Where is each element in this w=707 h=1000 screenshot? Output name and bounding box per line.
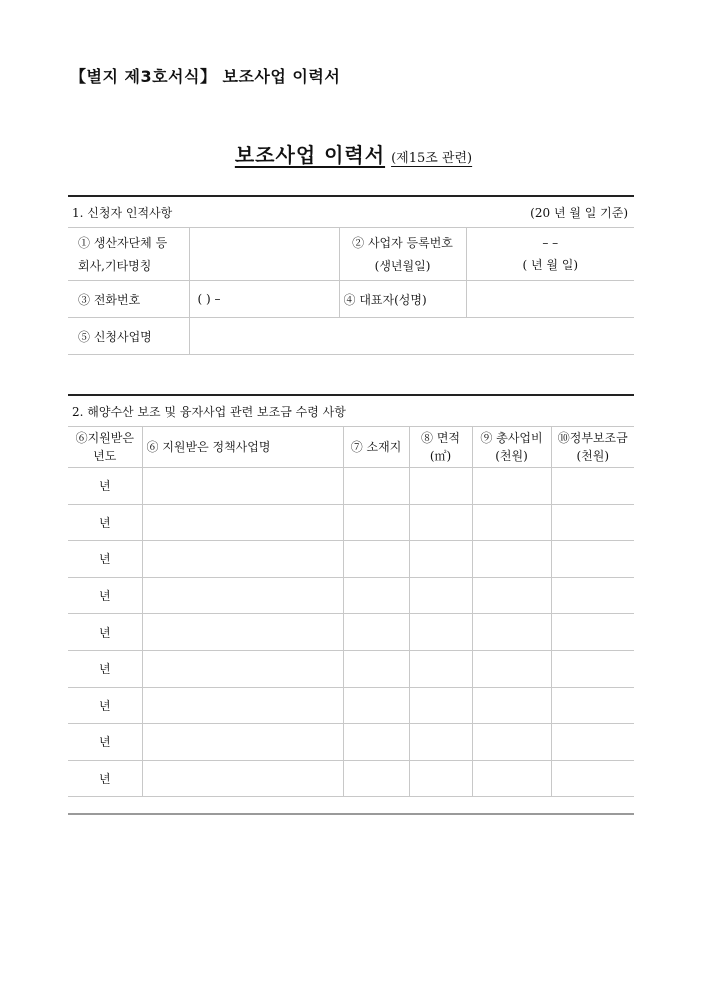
project-cell[interactable] xyxy=(142,468,343,505)
area-cell[interactable] xyxy=(409,724,472,761)
data-rows xyxy=(68,468,634,797)
gov-subsidy-cell[interactable] xyxy=(551,650,634,687)
column-header-row xyxy=(68,427,634,468)
business-number-label-line2: (생년월일) xyxy=(374,259,431,273)
col-gov-subsidy-header xyxy=(551,427,634,468)
representative-field[interactable] xyxy=(466,281,634,318)
total-cost-cell[interactable] xyxy=(472,468,551,505)
phone-field[interactable]: ( ) – xyxy=(189,281,339,318)
project-cell[interactable] xyxy=(142,724,343,761)
location-cell[interactable] xyxy=(343,541,409,578)
gov-subsidy-cell[interactable] xyxy=(551,541,634,578)
section1-spacer xyxy=(68,355,634,386)
section1-row-2 xyxy=(68,281,634,318)
year-cell[interactable]: 년 xyxy=(68,650,142,687)
table-row xyxy=(68,541,634,578)
year-cell[interactable]: 년 xyxy=(68,687,142,724)
gov-subsidy-cell[interactable] xyxy=(551,614,634,651)
total-cost-cell[interactable] xyxy=(472,650,551,687)
gov-subsidy-cell[interactable] xyxy=(551,687,634,724)
section1-row-3 xyxy=(68,318,634,355)
table-row xyxy=(68,504,634,541)
col-total-cost-header xyxy=(472,427,551,468)
col-location-header: ⑦ 소재지 xyxy=(343,427,409,468)
col-total-cost-header-line1: ⑨ 총사업비 xyxy=(480,431,543,445)
business-number-field[interactable] xyxy=(466,228,634,281)
phone-label: ③ 전화번호 xyxy=(68,281,189,318)
bottom-rule-cell xyxy=(68,797,634,815)
bottom-rule xyxy=(68,797,634,815)
company-name-field[interactable] xyxy=(189,228,339,281)
subsidy-history-table xyxy=(68,394,634,815)
section1-row-1 xyxy=(68,228,634,281)
year-cell[interactable]: 년 xyxy=(68,541,142,578)
area-cell[interactable] xyxy=(409,504,472,541)
col-area-header-line1: ⑧ 면적 xyxy=(421,431,460,445)
total-cost-cell[interactable] xyxy=(472,577,551,614)
gov-subsidy-cell[interactable] xyxy=(551,760,634,797)
business-number-label xyxy=(339,228,466,281)
area-cell[interactable] xyxy=(409,614,472,651)
year-cell[interactable]: 년 xyxy=(68,614,142,651)
project-cell[interactable] xyxy=(142,650,343,687)
total-cost-cell[interactable] xyxy=(472,541,551,578)
area-cell[interactable] xyxy=(409,760,472,797)
location-cell[interactable] xyxy=(343,504,409,541)
location-cell[interactable] xyxy=(343,724,409,761)
col-year-header-line2: 년도 xyxy=(93,449,117,463)
total-cost-cell[interactable] xyxy=(472,724,551,761)
col-total-cost-header-line2: (천원) xyxy=(495,449,528,463)
area-cell[interactable] xyxy=(409,468,472,505)
year-cell[interactable]: 년 xyxy=(68,504,142,541)
location-cell[interactable] xyxy=(343,468,409,505)
area-cell[interactable] xyxy=(409,687,472,724)
gov-subsidy-cell[interactable] xyxy=(551,504,634,541)
table-row xyxy=(68,650,634,687)
location-cell[interactable] xyxy=(343,650,409,687)
project-cell[interactable] xyxy=(142,504,343,541)
title-sub: (제15조 관련) xyxy=(391,151,473,166)
col-area-header-line2: (㎡) xyxy=(429,449,452,463)
col-project-header: ⑥ 지원받은 정책사업명 xyxy=(142,427,343,468)
area-cell[interactable] xyxy=(409,577,472,614)
total-cost-cell[interactable] xyxy=(472,504,551,541)
col-gov-subsidy-header-line2: (천원) xyxy=(576,449,610,463)
location-cell[interactable] xyxy=(343,614,409,651)
col-gov-subsidy-header-line1: ⑩정부보조금 xyxy=(557,431,628,445)
birth-date-value: ( 년 월 일) xyxy=(522,257,579,272)
page-title xyxy=(0,139,707,168)
gov-subsidy-cell[interactable] xyxy=(551,724,634,761)
total-cost-cell[interactable] xyxy=(472,614,551,651)
col-year-header-line1: ⑥지원받은 xyxy=(75,431,134,445)
table-row xyxy=(68,614,634,651)
total-cost-cell[interactable] xyxy=(472,760,551,797)
section1-heading: 1. 신청자 인적사항 xyxy=(68,196,339,228)
table-row xyxy=(68,577,634,614)
company-name-label-line2: 회사,기타명칭 xyxy=(78,259,152,273)
project-cell[interactable] xyxy=(142,614,343,651)
year-cell[interactable]: 년 xyxy=(68,577,142,614)
table-row xyxy=(68,687,634,724)
area-cell[interactable] xyxy=(409,650,472,687)
project-name-field[interactable] xyxy=(189,318,634,355)
table-row xyxy=(68,760,634,797)
section2-header-row xyxy=(68,395,634,427)
business-number-label-line1: ② 사업자 등록번호 xyxy=(352,236,453,250)
project-cell[interactable] xyxy=(142,760,343,797)
company-name-label-line1: ① 생산자단체 등 xyxy=(78,236,168,250)
location-cell[interactable] xyxy=(343,687,409,724)
company-name-label xyxy=(68,228,189,281)
year-cell[interactable]: 년 xyxy=(68,760,142,797)
spacer xyxy=(68,355,634,386)
business-number-value: – – xyxy=(542,235,559,250)
total-cost-cell[interactable] xyxy=(472,687,551,724)
applicant-info-table xyxy=(68,195,634,385)
col-area-header xyxy=(409,427,472,468)
gov-subsidy-cell[interactable] xyxy=(551,468,634,505)
project-cell[interactable] xyxy=(142,687,343,724)
col-year-header xyxy=(68,427,142,468)
area-cell[interactable] xyxy=(409,541,472,578)
date-basis: (20 년 월 일 기준) xyxy=(339,196,634,228)
gov-subsidy-cell[interactable] xyxy=(551,577,634,614)
table-row xyxy=(68,468,634,505)
section1-header-row xyxy=(68,196,634,228)
representative-label: ④ 대표자(성명) xyxy=(339,281,466,318)
project-name-label: ⑤ 신청사업명 xyxy=(68,318,189,355)
location-cell[interactable] xyxy=(343,577,409,614)
table-row xyxy=(68,724,634,761)
project-cell[interactable] xyxy=(142,577,343,614)
project-cell[interactable] xyxy=(142,541,343,578)
year-cell[interactable]: 년 xyxy=(68,724,142,761)
form-label: 【별지 제3호서식】 보조사업 이력서 xyxy=(70,67,341,86)
year-cell[interactable]: 년 xyxy=(68,468,142,505)
location-cell[interactable] xyxy=(343,760,409,797)
section2-heading: 2. 해양수산 보조 및 융자사업 관련 보조금 수령 사항 xyxy=(68,395,634,427)
title-main: 보조사업 이력서 xyxy=(234,143,386,167)
